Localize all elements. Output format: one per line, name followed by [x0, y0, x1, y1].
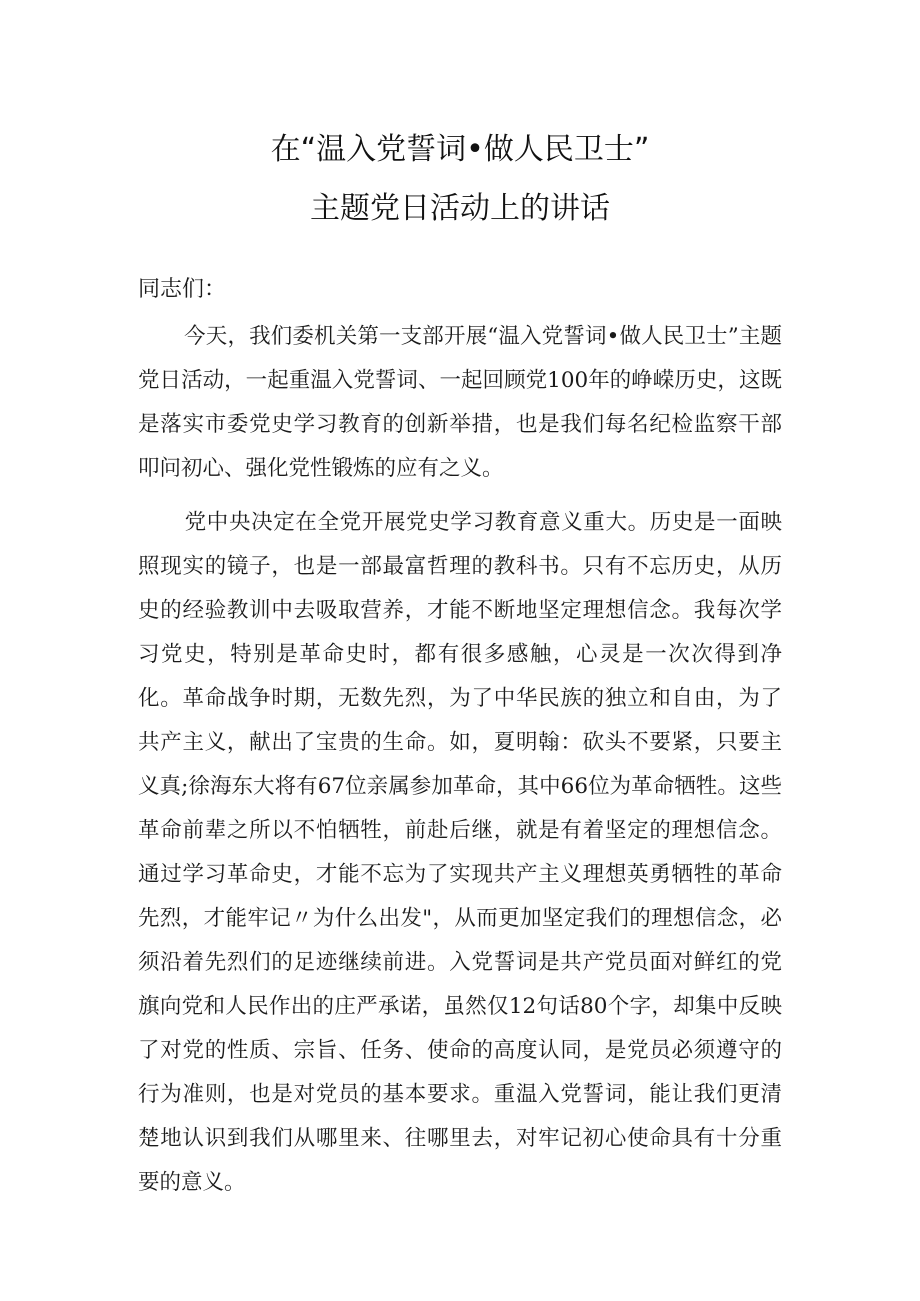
- paragraph-2-text: 党中央决定在全党开展党史学习教育意义重大。历史是一面映照现实的镜子，也是一部最富哲理的教科书。只有不忘历史，从历史的经验教训中去吸取营养，才能不断地坚定理想信念。我每次学习党史，特别是革命史时，都有很多感触，心灵是一次次得到净化。革命战争时期，无数先烈，为了中华民族的独立和自由，为了共产主义，献出了宝贵的生命。如，夏明翰：砍头不要紧，只要主义真;徐海东大将有67位亲属参加革命，其中66位为革命牺牲。这些革命前辈之所以不怕牺牲，前赴后继，就是有着坚定的理想信念。通过学习革命史，才能不忘为了实现共产主义理想英勇牺牲的革命先烈，才能牢记〃为什么出发"，从而更加坚定我们的理想信念，必须沿着先烈们的足迹继续前进。入党誓词是共产党员面对鲜红的党旗向党和人民作出的庄严承诺，虽然仅12句话80个字，却集中反映了对党的性质、宗旨、任务、使命的高度认同，是党员必须遵守的行为准则，也是对党员的基本要求。重温入党誓词，能让我们更清楚地认识到我们从哪里来、往哪里去，对牢记初心使命具有十分重要的意义。: [138, 510, 782, 1195]
- title-line-2: 主题党日活动上的讲话: [310, 191, 610, 226]
- title-line-1: 在“温入党誓词•做人民卫士”: [270, 132, 650, 167]
- salutation: 同志们：: [138, 277, 227, 302]
- paragraph-1-text: 今天，我们委机关第一支部开展“温入党誓词•做人民卫士”主题党日活动，一起重温入党誓词、一起回顾党100年的峥嵘历史，这既是落实市委党史学习教育的创新举措，也是我们每名纪检监察干部叩问初心、强化党性锻炼的应有之义。: [138, 324, 782, 481]
- paragraph-2: [138, 501, 782, 1205]
- paragraph-1: [138, 315, 782, 491]
